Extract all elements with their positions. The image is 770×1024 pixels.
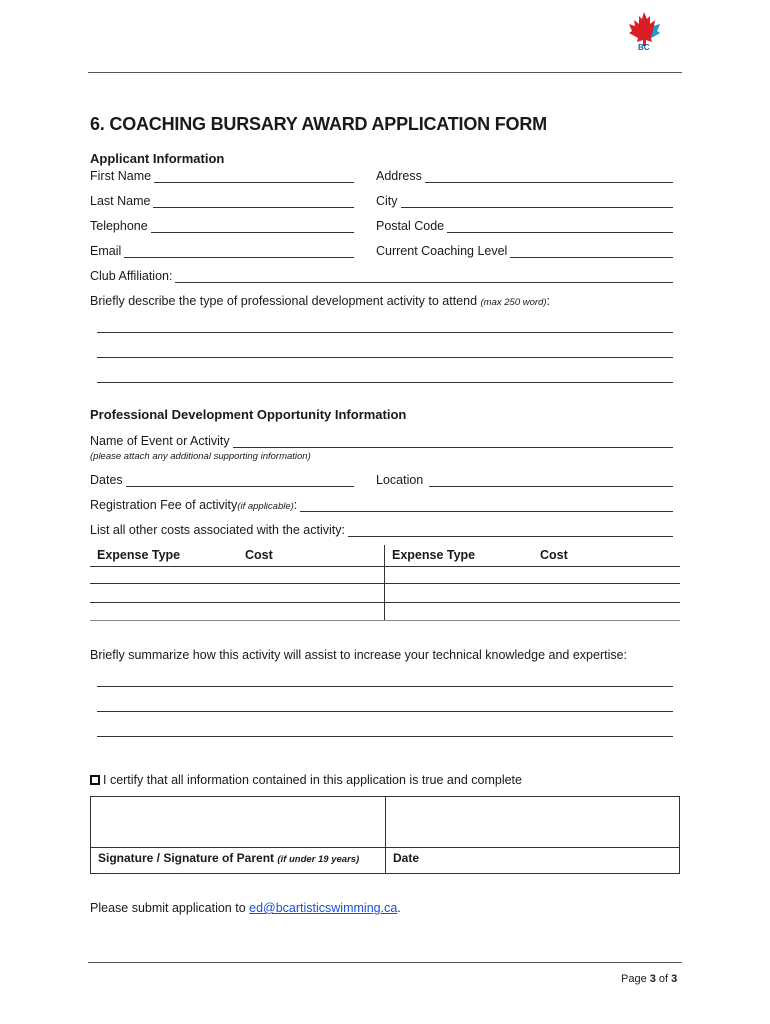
registration-fee-field[interactable]: Registration Fee of activity (if applicable) : xyxy=(90,498,673,512)
expense-type-header-2: Expense Type xyxy=(392,548,476,562)
dates-field[interactable]: Dates xyxy=(90,473,354,487)
city-field[interactable]: City xyxy=(376,194,673,208)
summary-answer-line-1[interactable] xyxy=(97,686,673,687)
header-rule xyxy=(88,72,682,73)
date-input[interactable] xyxy=(386,797,679,847)
summary-answer-line-2[interactable] xyxy=(97,711,673,712)
certify-checkbox[interactable] xyxy=(90,775,100,785)
summary-prompt: Briefly summarize how this activity will assist to increase your technical knowledge and expertise: xyxy=(90,648,628,662)
club-affiliation-field[interactable]: Club Affiliation: xyxy=(90,269,673,283)
expense-header-row xyxy=(90,545,680,567)
summary-answer-line-3[interactable] xyxy=(97,736,673,737)
location-field[interactable]: Location xyxy=(376,473,673,487)
address-field[interactable]: Address xyxy=(376,169,673,183)
expense-table xyxy=(90,545,680,621)
signature-input[interactable] xyxy=(91,797,385,847)
describe-answer-line-1[interactable] xyxy=(97,332,673,333)
postal-code-field[interactable]: Postal Code xyxy=(376,219,673,233)
cost-header-2: Cost xyxy=(540,548,568,562)
signature-box xyxy=(90,796,680,874)
expense-type-header-1: Expense Type xyxy=(97,548,181,562)
signature-label: Signature / Signature of Parent (if under 19 years) xyxy=(98,851,360,865)
applicant-heading: Applicant Information xyxy=(90,151,225,166)
logo-text: BC xyxy=(638,43,650,52)
describe-answer-line-3[interactable] xyxy=(97,382,673,383)
coaching-level-field[interactable]: Current Coaching Level xyxy=(376,244,673,258)
other-costs-field[interactable]: List all other costs associated with the activity: xyxy=(90,523,673,537)
describe-prompt: Briefly describe the type of professional development activity to attend (max 250 word): xyxy=(90,294,550,308)
signature-label-divider xyxy=(91,847,679,848)
email-field[interactable]: Email xyxy=(90,244,354,258)
describe-answer-line-2[interactable] xyxy=(97,357,673,358)
cost-header-1: Cost xyxy=(245,548,273,562)
page-number: Page 3 of 3 xyxy=(621,973,678,985)
organization-logo xyxy=(624,10,668,58)
telephone-field[interactable]: Telephone xyxy=(90,219,354,233)
event-name-field[interactable]: Name of Event or Activity xyxy=(90,434,673,448)
submit-email-link[interactable]: ed@bcartisticswimming.ca xyxy=(249,901,398,915)
submit-instruction: Please submit application to ed@bcartisticswimming.ca. xyxy=(90,901,401,915)
expense-row-3[interactable] xyxy=(90,620,680,621)
page-title: 6. COACHING BURSARY AWARD APPLICATION FORM xyxy=(90,114,547,134)
certify-statement: I certify that all information contained in this application is true and complete xyxy=(90,773,522,787)
footer-rule xyxy=(88,962,682,963)
expense-row-2[interactable] xyxy=(90,602,680,603)
pd-heading: Professional Development Opportunity Information xyxy=(90,407,407,422)
last-name-field[interactable]: Last Name xyxy=(90,194,354,208)
expense-row-1[interactable] xyxy=(90,583,680,584)
date-label: Date xyxy=(393,851,420,865)
first-name-field[interactable]: First Name xyxy=(90,169,354,183)
attach-note: (please attach any additional supporting information) xyxy=(90,451,311,462)
